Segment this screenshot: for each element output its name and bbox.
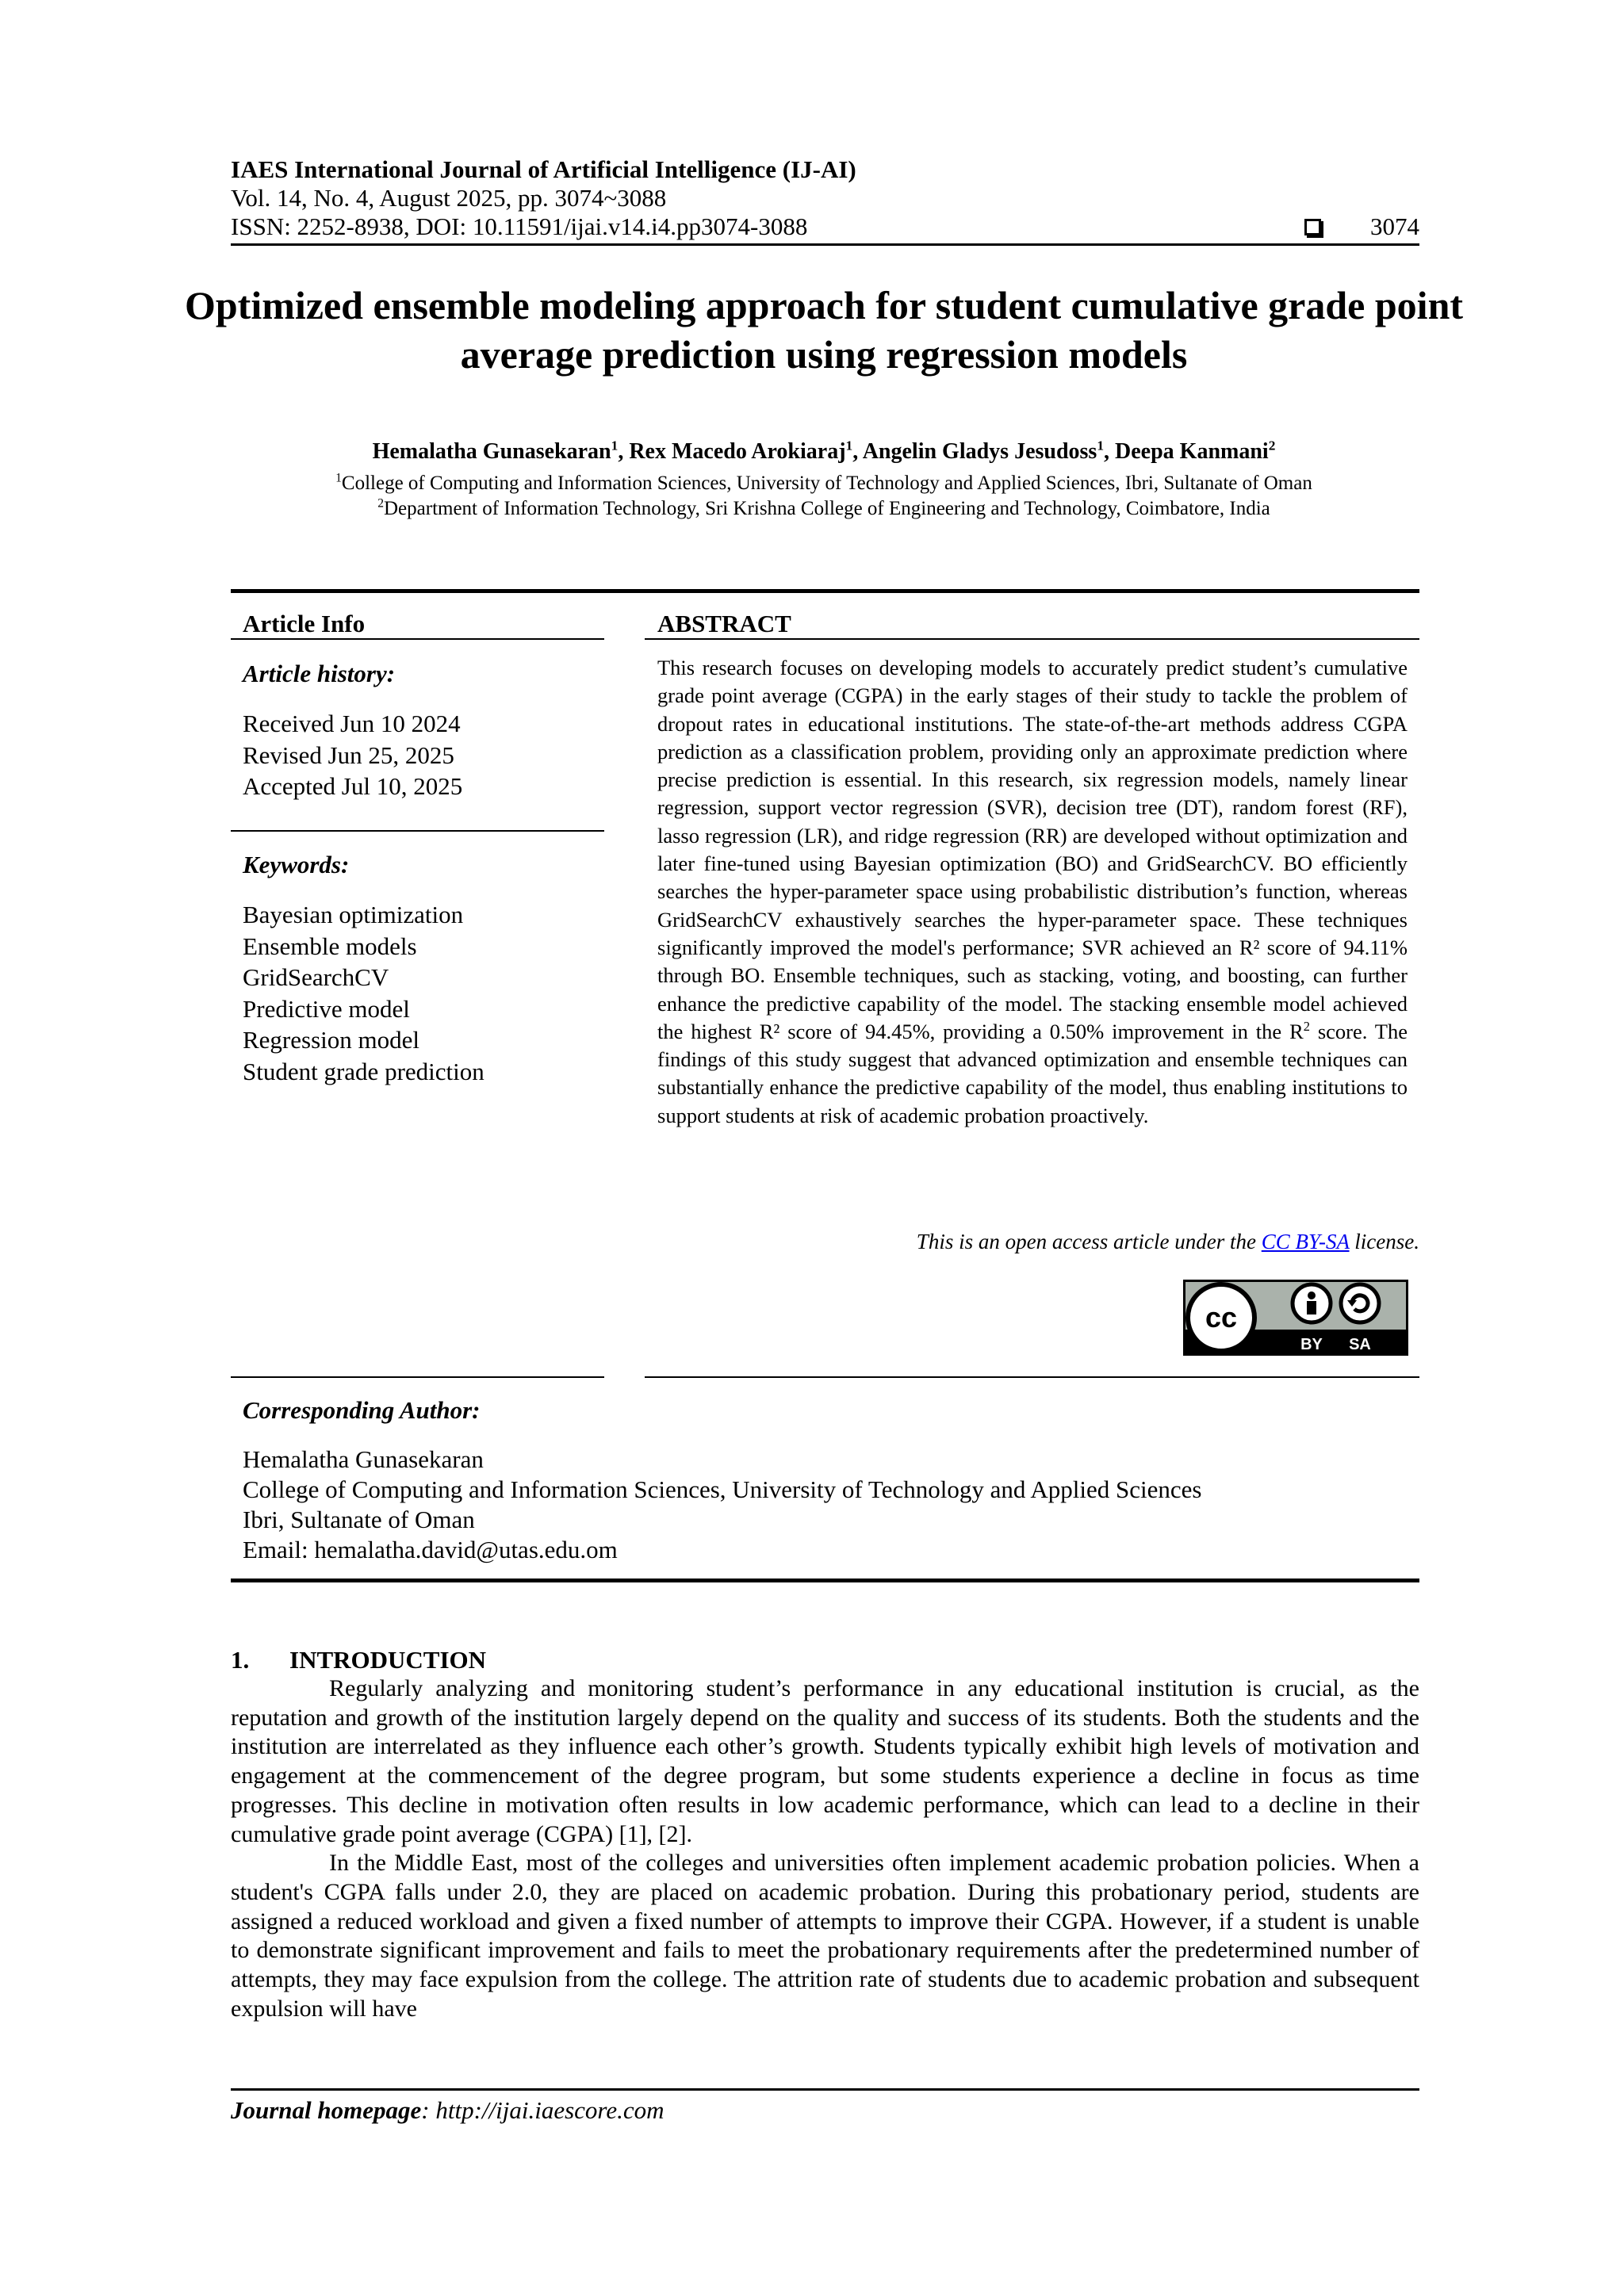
journal-name: IAES International Journal of Artificial Intelligence (IJ-AI) [231,155,856,183]
keyword: Bayesian optimization [243,901,464,928]
section-number: 1. [231,1646,250,1674]
abstract-bottom-rule [645,1376,1419,1378]
journal-issn-doi: ISSN: 2252-8938, DOI: 10.11591/ijai.v14.i4.pp3074-3088 [231,212,808,240]
author-affil-mark: 2 [1268,438,1276,453]
paper-title: Optimized ensemble modeling approach for student cumulative grade point average prediction using regression models [184,283,1464,377]
author-list: Hemalatha Gunasekaran$^1$, Rex Macedo Arokiaraj$^1$, Angelin Gladys Jesudoss$^1$, Deepa Kanmani$^2$ [372,438,1276,464]
author-name: Angelin Gladys Jesudoss [862,439,1097,464]
corresponding-email[interactable]: Email: hemalatha.david@utas.edu.om [243,1536,618,1563]
author-affil-mark: 1 [1097,438,1105,453]
paragraph: In the Middle East, most of the colleges and universities often implement academic probation policies. When a student's CGPA falls under 2.0, they are placed on academic probation. During this probationary period, students are assigned a reduced workload and given a fixed number of attempts to improve their CGPA. However, if a student is unable to demonstrate significant improvement and fails to meet the probationary requirements after the predetermined number of attempts, they may face expulsion from the college. The attrition rate of students due to academic probation and subsequent expulsion will have [231,1850,1419,2022]
corresponding-heading: Corresponding Author: [243,1396,481,1424]
author-name: Hemalatha Gunasekaran [372,439,611,464]
square-box-icon [1304,219,1321,235]
author-affil-mark: 1 [845,438,853,453]
author-name: Deepa Kanmani [1115,439,1269,464]
history-heading: Article history: [243,660,396,687]
affiliation: $^2$Department of Information Technology, Sri Krishna College of Engineering and Technology, Coimbatore, India [377,496,1270,519]
keyword: Regression model [243,1026,419,1054]
corresponding-name: Hemalatha Gunasekaran [243,1445,484,1473]
share-alike-icon [1341,1284,1379,1322]
history-list [243,708,462,802]
keywords-heading: Keywords: [243,851,350,878]
svg-text:cc: cc [1205,1301,1238,1334]
history-rule [231,830,604,832]
abstract-heading: ABSTRACT [657,610,791,637]
introduction-body [231,1674,1419,2023]
section-title: INTRODUCTION [289,1646,487,1674]
section-heading [231,1646,486,1674]
history-item: Revised Jun 25, 2025 [243,740,454,769]
info-bottom-rule [231,1578,1419,1582]
cc-by-sa-link[interactable]: CC BY-SA [1261,1230,1350,1253]
page-number: 3074 [1370,212,1419,240]
author-name: Rex Macedo Arokiaraj [629,439,846,464]
footer-label: Journal homepage [231,2096,422,2124]
badge-sa-label: SA [1349,1336,1371,1353]
footer-url[interactable]: : http://ijai.iaescore.com [421,2096,665,2124]
header-rule [231,243,1419,246]
history-item: Accepted Jul 10, 2025 [243,772,463,800]
badge-by-label: BY [1300,1336,1323,1353]
history-item: Received Jun 10 2024 [243,710,461,737]
page-number-block [1304,212,1419,241]
info-top-rule [231,589,1419,593]
keyword: GridSearchCV [243,963,389,991]
corresponding-dept: College of Computing and Information Sciences, University of Technology and Applied Sciences [243,1475,1202,1503]
footer-rule [231,2088,1419,2091]
author-affil-mark: 1 [611,438,619,453]
abstract-rule [645,638,1419,640]
keyword: Student grade prediction [243,1057,485,1085]
license-statement: This is an open access article under the CC BY-SA license. [916,1230,1419,1253]
paragraph: Regularly analyzing and monitoring student’s performance in any educational institution is crucial, as the reputation and growth of the institution largely depend on the quality and success of its students. Both the students and the institution are interrelated as they influence each other’s growth. Students typically exhibit high levels of motivation and engagement at the commencement of the degree program, but some students experience a decline in focus as time progresses. This decline in motivation often results in low academic performance, which can lead to a decline in their cumulative grade point average (CGPA) [1], [2]. [231,1675,1419,1847]
article-info-heading: Article Info [243,610,366,637]
cc-by-sa-badge[interactable] [1183,1280,1408,1356]
keywords-bottom-rule [231,1376,604,1378]
article-info-rule [231,638,604,640]
abstract-text: This research focuses on developing models to accurately predict student’s cumulative grade point average (CGPA) in the early stages of their study to tackle the problem of dropout rates in educational institutions. The state-of-the-art methods address CGPA prediction as a classification problem, providing only an approximate prediction where precise prediction is essential. In this research, six regression models, namely linear regression, support vector regression (SVR), decision tree (DT), random forest (RF), lasso regression (LR), and ridge regression (RR) are developed without optimization and later fine-tuned using Bayesian optimization (BO) and GridSearchCV. BO efficiently searches the hyper-parameter space using probabilistic distribution’s function, whereas GridSearchCV exhaustively searches the hyper-parameter space. These techniques significantly improved the model's performance; SVR achieved an R² score of 94.11% through BO. Ensemble techniques, such as stacking, voting, and boosting, can further enhance the predictive capability of the model. The stacking ensemble model achieved the highest R² score of 94.45%, providing a 0.50% improvement in the $R^2$ score. The findings of this study suggest that advanced optimization and ensemble techniques can substantially enhance the predictive capability of the model, thus enabling institutions to support students at risk of academic probation proactively. [657,656,1408,1127]
affiliation: $^1$College of Computing and Information Sciences, University of Technology and Applied Sciences, Ibri, Sultanate of Oman [335,471,1312,494]
corresponding-place: Ibri, Sultanate of Oman [243,1506,475,1533]
keyword: Ensemble models [243,932,417,960]
journal-volume: Vol. 14, No. 4, August 2025, pp. 3074~3088 [231,184,667,212]
corresponding-details [243,1445,1419,1565]
keyword: Predictive model [243,994,410,1023]
keywords-list [243,899,485,1087]
journal-homepage [231,2096,664,2125]
